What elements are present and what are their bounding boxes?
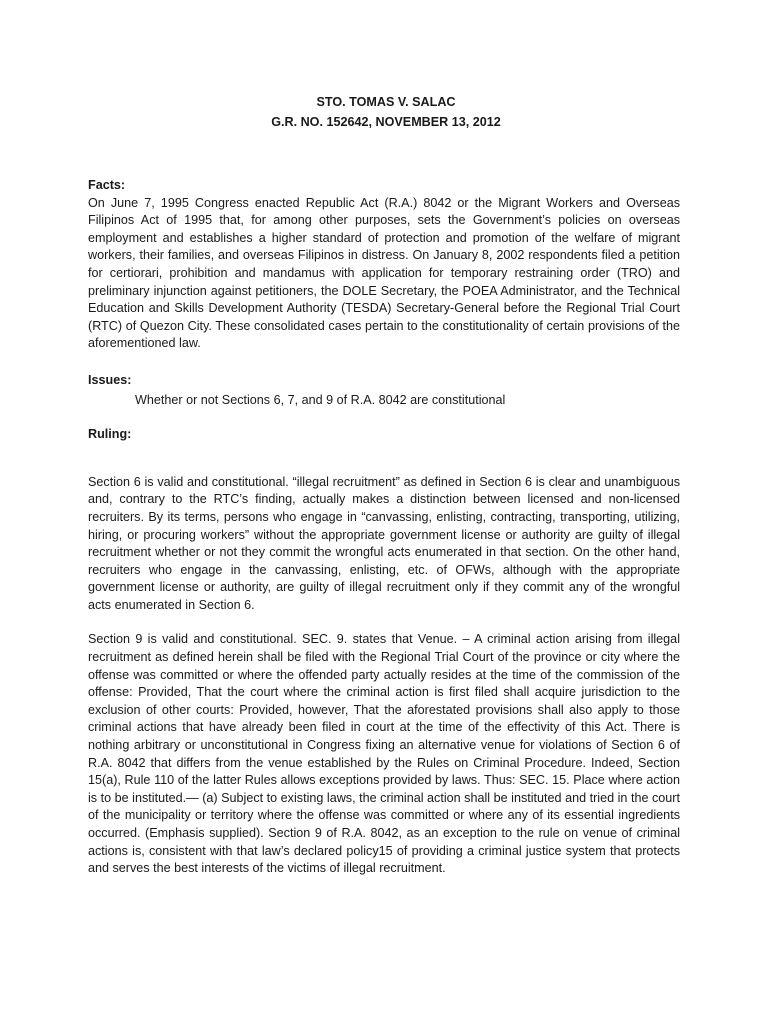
issue-item: Whether or not Sections 6, 7, and 9 of R.A. 8042 are constitutional [135,392,506,407]
ruling-paragraph-section-6: Section 6 is valid and constitutional. “illegal recruitment” as defined in Section 6 is clear and unambiguous and, contrary to the RTC’s finding, actually makes a distinction between licensed and non-licensed recruiters. By its terms, persons who engage in “canvassing, enlisting, contracting, transporting, utilizing, hiring, or procuring workers” without the appropriate government license or authority are guilty of illegal recruitment whether or not they commit the wrongful acts enumerated in that section. On the other hand, recruiters who engage in the canvassing, enlisting, etc. of OFWs, although with the appropriate government license or authority, are guilty of illegal recruitment only if they commit any of the wrongful acts enumerated in Section 6. [88,474,680,612]
document-page [88,92,680,878]
facts-heading: Facts: [88,178,126,192]
title-block [92,92,680,132]
case-citation: G.R. NO. 152642, NOVEMBER 13, 2012 [271,115,501,129]
ruling-heading: Ruling: [88,427,132,442]
facts-paragraph: On June 7, 1995 Congress enacted Republic Act (R.A.) 8042 or the Migrant Workers and Overseas Filipinos Act of 1995 that, for among other purposes, sets the Government’s policies on overseas employment and establishes a higher standard of protection and promotion of the welfare of migrant workers, their families, and overseas Filipinos in distress. On January 8, 2002 respondents filed a petition for certiorari, prohibition and mandamus with application for temporary restraining order (TRO) and preliminary injunction against petitioners, the DOLE Secretary, the POEA Administrator, and the Technical Education and Skills Development Authority (TESDA) Secretary-General before the Regional Trial Court (RTC) of Quezon City. These consolidated cases pertain to the constitutionality of certain provisions of the aforementioned law. [88,195,680,351]
case-title: STO. TOMAS V. SALAC [316,95,456,109]
ruling-paragraph-section-9: Section 9 is valid and constitutional. SEC. 9. states that Venue. – A criminal action arising from illegal recruitment as defined herein shall be filed with the Regional Trial Court of the province or city where the offense was committed or where the offended party actually resides at the time of the commission of the offense: Provided, That the court where the criminal action is first filed shall acquire jurisdiction to the exclusion of other courts: Provided, however, That the aforestated provisions shall also apply to those criminal actions that have already been filed in court at the time of the effectivity of this Act. There is nothing arbitrary or unconstitutional in Congress fixing an alternative venue for violations of Section 6 of R.A. 8042 that differs from the venue established by the Rules on Criminal Procedure. Indeed, Section 15(a), Rule 110 of the latter Rules allows exceptions provided by laws. Thus: SEC. 15. Place where action is to be instituted.— (a) Subject to existing laws, the criminal action shall be instituted and tried in the court of the municipality or territory where the offense was committed or where any of its essential ingredients occurred. (Emphasis supplied). Section 9 of R.A. 8042, as an exception to the rule on venue of criminal actions is, consistent with that law’s declared policy15 of providing a criminal justice system that protects and serves the best interests of the victims of illegal recruitment. [88,632,680,876]
issues-heading: Issues: [88,372,132,387]
